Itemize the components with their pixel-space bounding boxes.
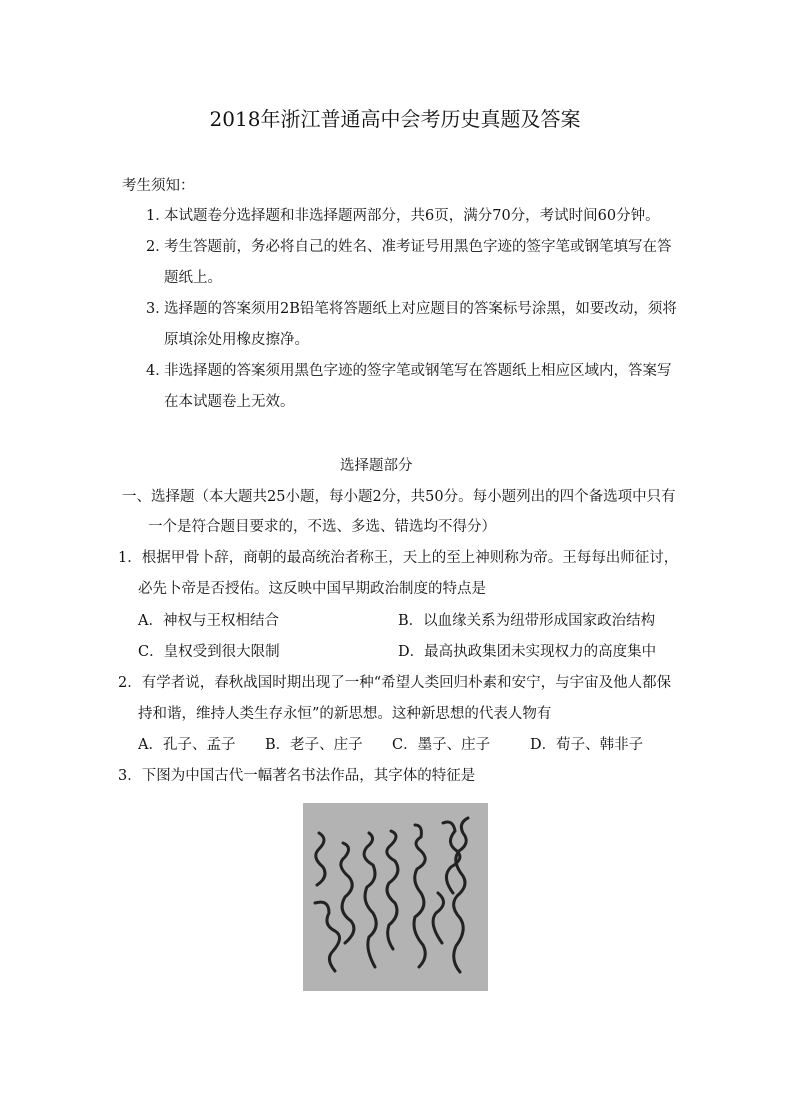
question-stem: 3．下图为中国古代一幅著名书法作品，其字体的特征是: [118, 768, 476, 784]
option-c: C．皇权受到很大限制: [138, 644, 280, 660]
question-stem: 持和谐，维持人类生存永恒”的新思想。这种新思想的代表人物有: [138, 706, 552, 722]
question-stem: 1．根据甲骨卜辞，商朝的最高统治者称王，天上的至上神则称为帝。王每每出师征讨，: [118, 550, 679, 566]
notice-item-text: 原填涂处用橡皮擦净。: [164, 332, 309, 348]
notice-item-number: 3．: [146, 301, 170, 317]
notice-item-number: 4．: [146, 363, 170, 379]
option-d: D．最高执政集团未实现权力的高度集中: [398, 644, 657, 660]
notice-item-text: 选择题的答案须用2B铅笔将答题纸上对应题目的答案标号涂黑，如要改动，须将: [164, 301, 677, 317]
option-a: A．神权与王权相结合: [138, 613, 279, 629]
notice-item-text: 题纸上。: [164, 270, 222, 286]
page-title: 2018年浙江普通高中会考历史真题及答案: [209, 107, 581, 131]
option-d: D．荀子、韩非子: [530, 737, 644, 753]
section-title: 选择题部分: [340, 458, 413, 474]
notice-item-text: 在本试题卷上无效。: [164, 394, 295, 410]
notice-item-text: 非选择题的答案须用黑色字迹的签字笔或钢笔写在答题纸上相应区域内，答案写: [164, 363, 672, 379]
option-b: B．以血缘关系为纽带形成国家政治结构: [398, 613, 656, 629]
question-stem: 必先卜帝是否授佑。这反映中国早期政治制度的特点是: [138, 581, 486, 597]
option-a: A．孔子、孟子: [138, 737, 236, 753]
option-c: C．墨子、庄子: [392, 737, 491, 753]
section-intro: 一个是符合题目要求的，不选、多选、错选均不得分）: [148, 519, 496, 535]
notice-item-text: 本试题卷分选择题和非选择题两部分，共6页，满分70分，考试时间60分钟。: [164, 208, 660, 224]
notice-item-number: 1．: [146, 208, 170, 224]
notice-item-text: 考生答题前，务必将自己的姓名、准考证号用黑色字迹的签字笔或钢笔填写在答: [164, 239, 672, 255]
notice-heading: 考生须知：: [122, 178, 195, 194]
section-intro: 一、选择题（本大题共25小题，每小题2分，共50分。每小题列出的四个备选项中只有: [122, 489, 676, 505]
notice-item-number: 2．: [146, 239, 170, 255]
calligraphy-image: [303, 803, 488, 991]
question-stem: 2．有学者说，春秋战国时期出现了一种“希望人类回归朴素和安宁，与宇宙及他人都保: [118, 675, 672, 691]
option-b: B．老子、庄子: [265, 737, 363, 753]
